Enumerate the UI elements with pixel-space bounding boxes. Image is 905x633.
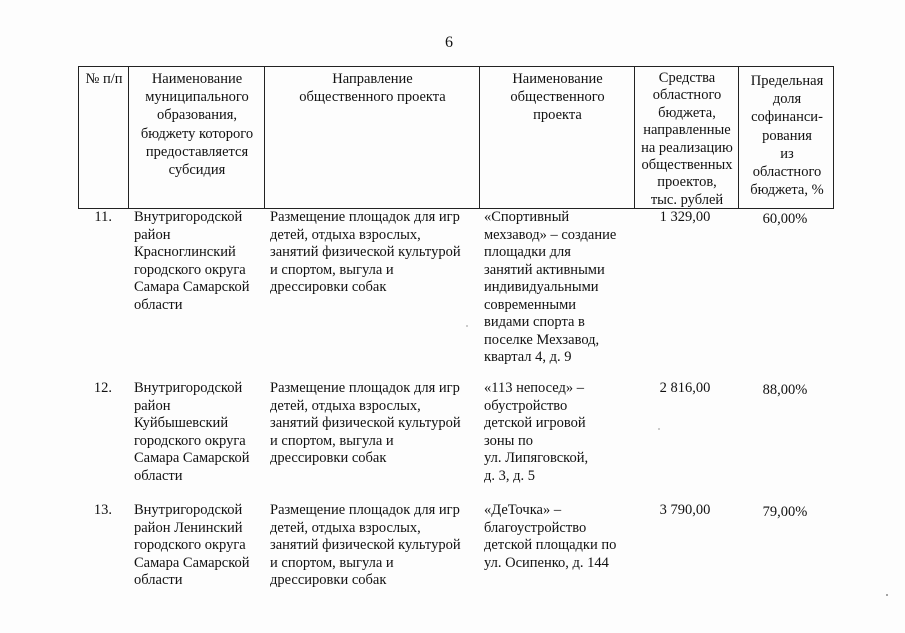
- scan-speck: [466, 325, 468, 327]
- row-number: 12.: [93, 380, 112, 396]
- header-share: Предельная доля софинанси- рования из областного бюджета, %: [750, 73, 824, 199]
- row-direction: Размещение площадок для игр детей, отдыха взрослых, занятий физической культурой и спортом, выгула и дрессировки собак: [270, 209, 461, 295]
- column-divider: [738, 66, 739, 209]
- row-project: «ДеТочка» – благоустройство детской площадки по ул. Осипенко, д. 144: [484, 502, 617, 571]
- row-direction: Размещение площадок для игр детей, отдыха взрослых, занятий физической культурой и спортом, выгула и дрессировки собак: [270, 380, 461, 466]
- row-municipality: Внутригородской район Ленинский городского округа Самара Самарской области: [134, 502, 250, 588]
- row-funds: 3 790,00: [659, 502, 711, 518]
- row-share: 60,00%: [762, 211, 808, 227]
- header-project: Наименование общественного проекта: [510, 71, 605, 124]
- page-number: 6: [445, 34, 453, 51]
- row-direction: Размещение площадок для игр детей, отдыха взрослых, занятий физической культурой и спортом, выгула и дрессировки собак: [270, 502, 461, 588]
- row-municipality: Внутригородской район Куйбышевский городского округа Самара Самарской области: [134, 380, 250, 484]
- scan-speck: [658, 428, 660, 430]
- header-direction: Направление общественного проекта: [299, 71, 446, 106]
- row-share: 79,00%: [762, 504, 808, 520]
- row-number: 13.: [93, 502, 112, 518]
- row-number: 11.: [94, 209, 112, 225]
- column-divider: [634, 66, 635, 209]
- header-funds: Средства областного бюджета, направленные на реализацию общественных проектов, тыс. рублей: [641, 70, 733, 208]
- row-funds: 1 329,00: [659, 209, 711, 225]
- scan-speck: [886, 594, 888, 596]
- row-project: «113 непосед» – обустройство детской игровой зоны по ул. Липяговской, д. 3, д. 5: [484, 380, 589, 484]
- header-number: № п/п: [85, 71, 123, 87]
- row-funds: 2 816,00: [659, 380, 711, 396]
- header-municipality: Наименование муниципального образования, бюджету которого предоставляется субсидия: [140, 71, 254, 179]
- row-share: 88,00%: [762, 382, 808, 398]
- column-divider: [128, 66, 129, 209]
- row-municipality: Внутригородской район Красноглинский городского округа Самара Самарской области: [134, 209, 250, 313]
- column-divider: [264, 66, 265, 209]
- column-divider: [479, 66, 480, 209]
- row-project: «Спортивный мехзавод» – создание площадки для занятий активными индивидуальными современными видами спорта в поселке Мехзавод, квартал 4, д. 9: [484, 209, 617, 365]
